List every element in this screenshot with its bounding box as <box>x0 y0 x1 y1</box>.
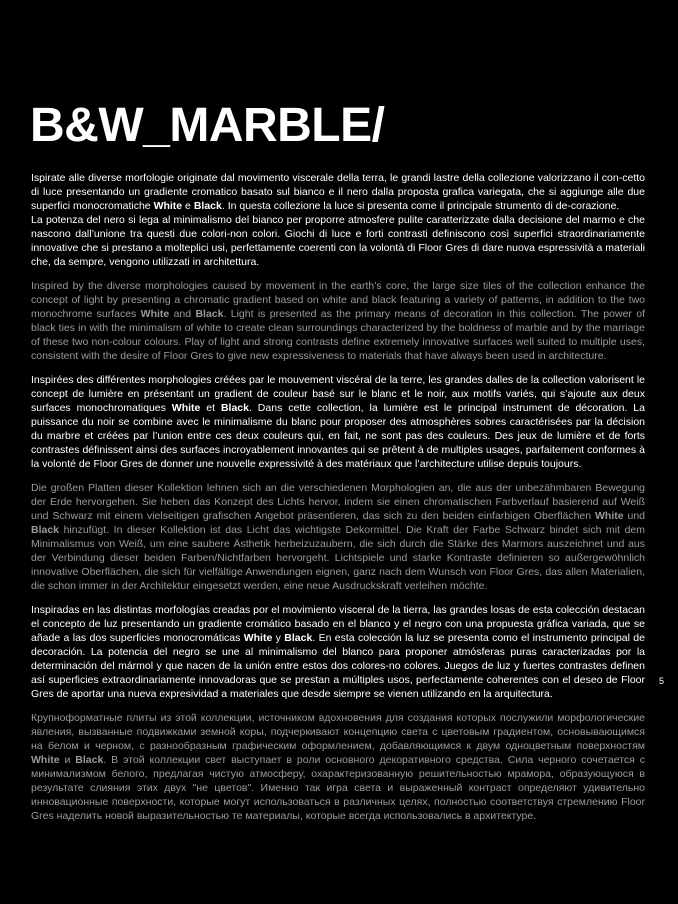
text-span: Крупноформатные плиты из этой коллекции, источником вдохновения для создания которых послужили морфологические явления, вызванные подвижками земной коры, подчеркивают концепцию света с цветовым градиентом, основывающимся на белом и черном, с разнообразным графическим оформлением, добавляющимся к двум одноцветным поверхностям <box>31 712 645 752</box>
page-number: 5 <box>659 676 665 686</box>
paragraph-spanish <box>31 603 645 701</box>
text-span: Die großen Platten dieser Kollektion lehnen sich an die verschiedenen Morphologien an, die aus der unbezähmbaren Bewegung der Erde hervorgehen. Sie heben das Konzept des Lichts hervor, indem sie einen chromatischen Farbverlauf basierend auf Weiß und Schwarz mit einem vielseitigen grafischen Angebot präsentieren, das sich zu den beiden einfarbigen Oberflächen <box>31 482 645 522</box>
text-span: Ispirate alle diverse morfologie originate dal movimento viscerale della terra, le grandi lastre della collezione valorizzano il con-cetto di luce presentando un gradiente cromatico basato sul bianco e il nero dalla proposta grafica variegata, che si aggiunge alle due superfici monocromatiche <box>31 172 645 212</box>
bold-black: Black <box>284 632 313 644</box>
bold-white: White <box>171 402 201 414</box>
text-span: hinzufügt. In dieser Kollektion ist das Licht das wichtigste Dekormittel. Die Kraft der Farbe Schwarz bindet sich mit dem Minimalismus von Weiß, um eine saubere Ästhetik herbeizuzaubern, die sich durch die Stärke des Marmors auszeichnet und aus der Verbindung dieser beiden Farben/Nichtfarben hervorgeht. Lichtspiele und starke Kontraste definieren so außergewöhnlich innovative Oberflächen, die sich für vielfältige Anwendungen eignen, ganz nach dem Wunsch von Floor Gres, das allen Materialien, die schon immer in der Architektur eingesetzt werden, eine neue Ausdruckskraft verleihen möchte. <box>31 524 645 592</box>
body-text <box>31 171 645 823</box>
text-span: e <box>182 200 194 212</box>
bold-black: Black <box>220 402 249 414</box>
bold-black: Black <box>193 200 222 212</box>
paragraph-russian <box>31 711 645 823</box>
text-span: . In questa collezione la luce si presenta come il principale strumento di de-corazione. <box>221 200 620 212</box>
bold-white: White <box>31 754 60 766</box>
text-span: and <box>169 308 196 320</box>
text-span: и <box>59 754 76 766</box>
bold-white: White <box>153 200 183 212</box>
text-span: und <box>623 510 645 522</box>
text-span: . В этой коллекции свет выступает в роли основного декоративного средства. Сила черного сочетается с минимализмом белого, предлагая чистую атмосферу, охарактеризованную решительностью мрамора, образующуюся в результате слияния этих двух "не цветов". Именно так игра света и выраженный контраст определяют удивительно инновационные поверхности, которые могут использоваться в различных целях, полностью соответствуя стремлению Floor Gres наделить новой выразительностью те материалы, которые всегда использовались в архитектуре. <box>31 754 645 822</box>
bold-white: White <box>140 308 170 320</box>
text-span: Inspirées des différentes morphologies créées par le mouvement viscéral de la terre, les grandes dalles de la collection valorisent le concept de lumière en présentant un gradient de couleur basé sur le blanc et le noir, aux motifs variés, qui s’ajoute aux deux surfaces monochromatiques <box>31 374 645 414</box>
text-span: . Dans cette collection, la lumière est le principal instrument de décoration. La puissance du noir se combine avec le minimalisme du blanc pour proposer des atmosphères sobres caractérisées par la décision du marbre et créées par l’union entre ces deux couleurs qui, en fait, ne sont pas des couleurs. Des jeux de lumière et de forts contrastes définissent ainsi des surfaces incroyablement innovantes qui se prêtent à de multiples usages, parfaitement conformes à la volonté de Floor Gres de donner une nouvelle expressivité à des matériaux que l’architecture utilise depuis toujours. <box>31 402 645 470</box>
paragraph-german <box>31 481 645 593</box>
bold-white: White <box>243 632 273 644</box>
text-span: . Light is presented as the primary means of decoration in this collection. The power of black ties in with the minimalism of white to create clean surroundings characterized by the boldness of marble and by the marriage of these two non-colour colours. Play of light and strong contrasts define extremely innovative surfaces well suited to multiple uses, consistent with the desire of Floor Gres to give new expressiveness to materials that have always been used in architecture. <box>31 308 646 362</box>
bold-white: White <box>595 510 624 522</box>
text-span: y <box>272 632 285 644</box>
paragraph-italian-1 <box>31 171 645 213</box>
paragraph-italian-2: La potenza del nero si lega al minimalismo del bianco per proporre atmosfere pulite caratterizzate dalla decisione del marmo e che nascono dall’unione tra questi due colori-non colori. Giochi di luce e forti contrasti definiscono così superfici straordinariamente innovative che si prestano a molteplici usi, perfettamente coerenti con la volontà di Floor Gres di dare nuova espressività a materiali che, da sempre, vengono utilizzati in architettura. <box>31 214 645 268</box>
text-span: et <box>200 402 221 414</box>
paragraph-english <box>31 279 645 363</box>
text-span: Inspired by the diverse morphologies caused by movement in the earth’s core, the large size tiles of the collection enhance the concept of light by presenting a chromatic gradient based on white and black featuring a variety of patterns, in addition to the two monochrome surfaces <box>31 280 645 320</box>
bold-black: Black <box>31 524 60 536</box>
page-title: B&W_MARBLE/ <box>30 99 385 152</box>
bold-black: Black <box>75 754 104 766</box>
bold-black: Black <box>195 308 224 320</box>
text-span: . En esta colección la luz se presenta como el instrumento principal de decoración. La potencia del negro se une al minimalismo del blanco para proponer atmósferas puras caracterizadas por la determinación del mármol y que nacen de la unión entre estos dos colores-no colores. Juegos de luz y fuertes contrastes definen así superficies extraordinariamente innovadoras que se prestan a múltiples usos, perfectamente coherentes con el deseo de Floor Gres de aportar una nueva expresividad a materiales que desde siempre se vienen utilizando en la arquitectura. <box>31 632 645 700</box>
paragraph-french <box>31 373 645 471</box>
text-span: Inspiradas en las distintas morfologías creadas por el movimiento visceral de la tierra, las grandes losas de esta colección destacan el concepto de luz presentando un gradiente cromático basado en el blanco y el negro con una propuesta gráfica variada, que se añade a las dos superficies monocromáticas <box>31 604 645 644</box>
